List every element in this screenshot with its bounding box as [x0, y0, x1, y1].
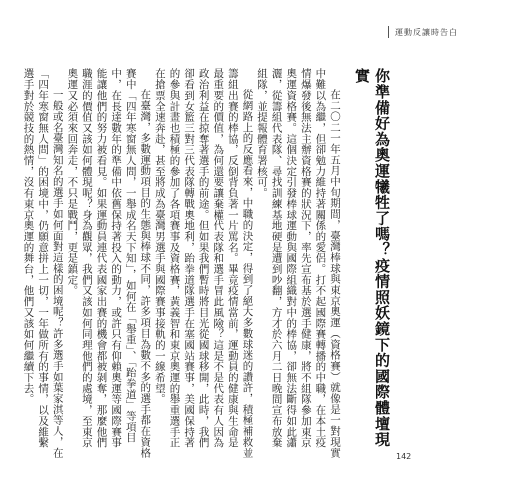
paragraph-1: 在二〇二一年五月中旬期間，臺灣棒球與東京奧運（資格賽）就像是一對現實中難以為繼，但卻勉力維持著關係的愛侶。打不起國際賽轉播的中職，在本土疫情爆發後無法主辦資格賽的狀況下，率先宣布基於選手健康，將不組隊參加東京奧運資格賽。這個決定引發棒球運動與國際組織對中的棒協，卻無法斷得如此瀟灑，從籌組代表隊、尋找訓練基地硬是遭到吵翻，方才於六月二日晚間宣布放棄組隊，並提報體育署核可。 — [256, 68, 341, 458]
running-header — [388, 26, 458, 38]
page-number: 142 — [396, 452, 412, 461]
paragraph-4: 一般或名臺灣知名的選手如何面對這樣的困境呢？許多選手如葉家淇等人，在「四年寒窗無人問」的困境中，仍願意拼上一切，一年做所有的事情，以及維繫選手對於競技的熱情，沒有東京奧運的舞台，他們又該如何繼續下去。 — [22, 68, 64, 458]
vertical-text-body — [21, 68, 392, 458]
running-title: 運動反讓時告白 — [395, 27, 458, 37]
paragraph-3: 在臺灣，多數運動項目的生態與棒球不同，許多項目為數不多的選手都在資格賽中「四年寒窗無人問，一舉成名天下知」，如何在「舉重」、「跆拳道」等項目中，在長達數年的準備中依舊保持著投入的動力，或許只有仰賴奧運等國際賽事能讓他們的努力被看見。如果運動員連代表國家出賽的機會都被剝奪，那麼他們職涯的價值又該如何體現呢？身為觀眾，我們又該如何同理他們的處境，至東京奧運又必須來回奔走，不只是戰鬥，更是鎮定。 — [66, 68, 152, 458]
header-divider — [388, 26, 389, 38]
paragraph-2: 從網路上的反應看來，中職的決定，得到了絕大多數球迷的讚許，積極補救並籌組出賽的棒協，反倒背負著一片罵名。畢竟疫情當前，運動員的健康與生命是最重要的價值，為何還要讓棄權代表隊和選手冒此風險？這是不是代表有人因為政治利益在掠奪著選手的前途。但如果我們暫時將目光從國球移開，此時，我們卻看到女籃三對三代表隊轉戰奧地利，跆拳道隊選手在塞國站賽事，美國保持著的參與計畫也積極的參加了各項賽事及資格賽，黃義智和東京奧運的舉重選手正在搶票全速奔赴，甚至將成為臺灣男選手與國際賽事接軌的一線希望。 — [153, 68, 254, 458]
section-heading: 你準備好為奧運犧牲了嗎？疫情照妖鏡下的國際體壇現實 — [353, 68, 391, 448]
